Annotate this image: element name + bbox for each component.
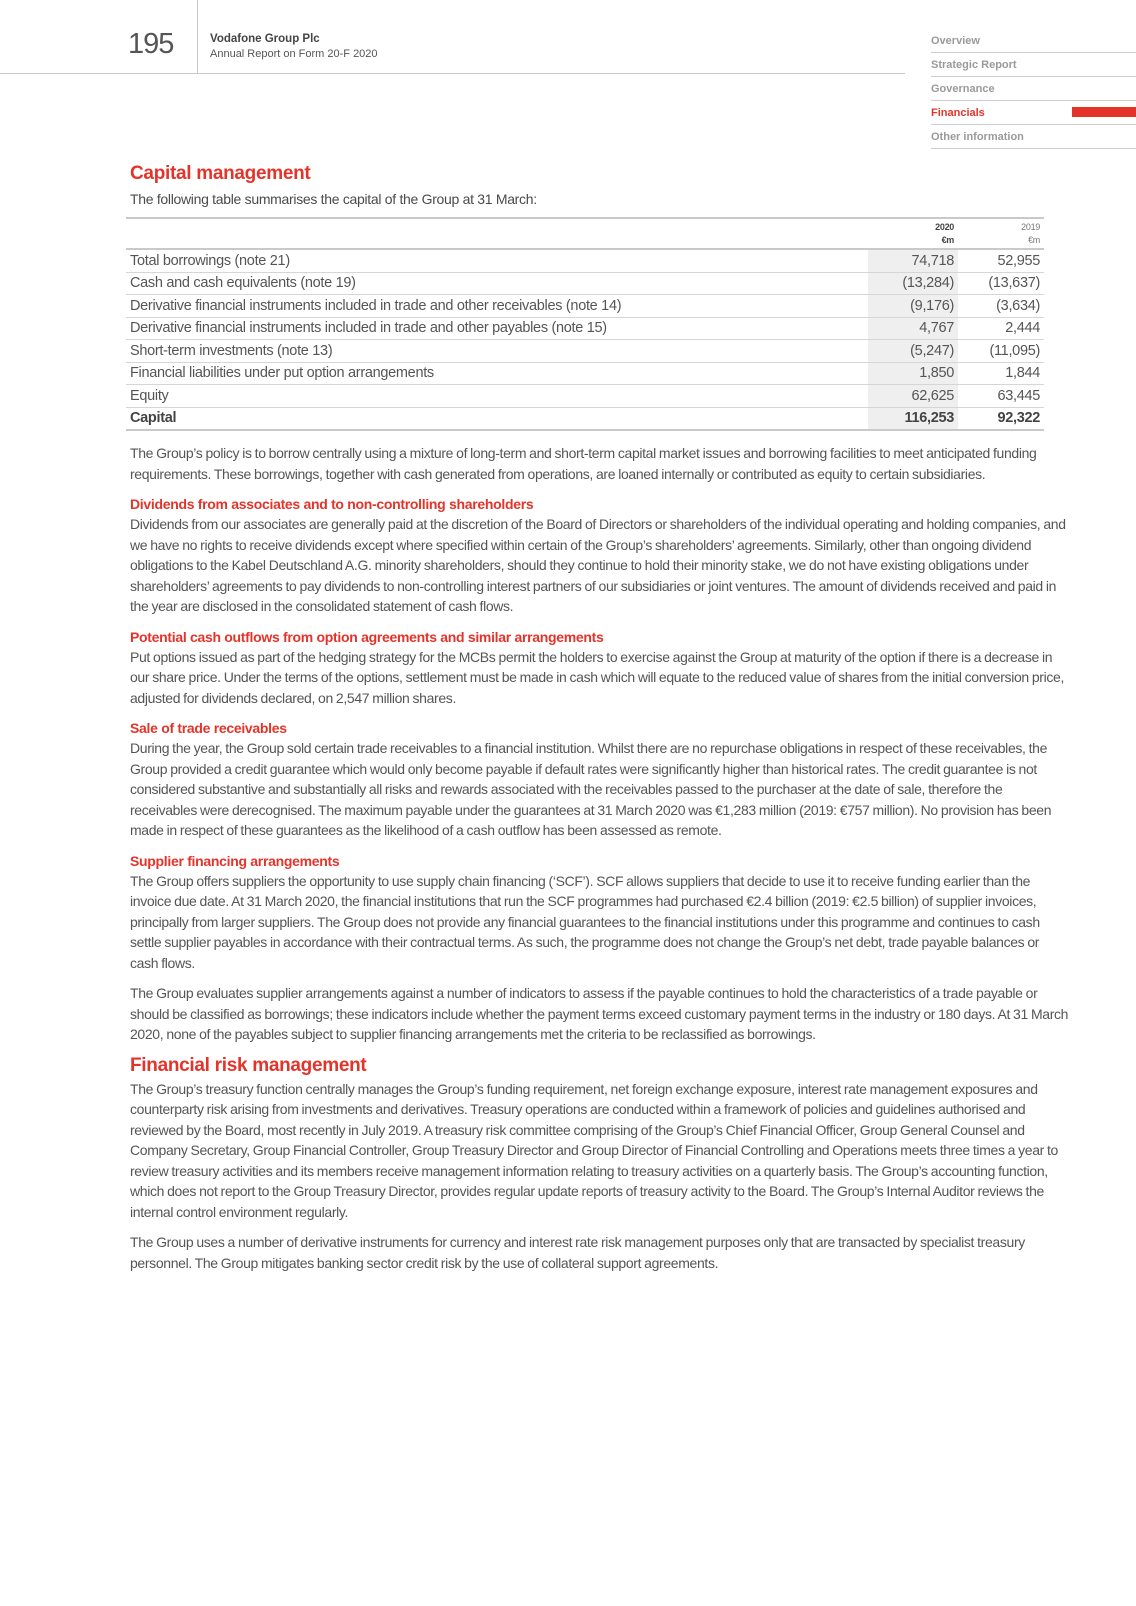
row-label: Financial liabilities under put option arrangements (126, 362, 868, 385)
table-header-row (126, 218, 1044, 249)
row-label: Short-term investments (note 13) (126, 340, 868, 363)
page-number: 195 (128, 28, 174, 60)
value-2019: (3,634) (958, 295, 1044, 318)
company-name: Vodafone Group Plc (210, 33, 320, 45)
row-label: Derivative financial instruments included in trade and other payables (note 15) (126, 317, 868, 340)
subsection (130, 718, 1070, 841)
subsection-heading: Supplier financing arrangements (130, 852, 340, 869)
value-2019: 52,955 (958, 249, 1044, 272)
subsection-heading: Sale of trade receivables (130, 720, 287, 736)
subsection-heading: Dividends from associates and to non-controlling shareholders (130, 496, 534, 512)
nav-item-label: Strategic Report (931, 59, 1017, 71)
subsection-paragraph: The Group offers suppliers the opportunity to use supply chain financing (‘SCF’). SCF allows suppliers that decide to use it to receive funding earlier than the invoice due date. At 31 March 2020, the financial institutions that run the SCF programmes had purchased €2.4 billion (2019: €2.5 billion) of supplier invoices, principally from larger suppliers. The Group does not provide any financial guarantees to the financial institutions under this programme and continues to cash settle supplier payables in accordance with their contractual terms. As such, the programme does not change the Group’s net debt, trade payable balances or cash flows. (130, 872, 1040, 971)
value-2020: 62,625 (868, 385, 958, 408)
value-2020: 4,767 (868, 317, 958, 340)
active-indicator (1072, 107, 1136, 117)
subsection-paragraph: Put options issued as part of the hedging strategy for the MCBs permit the holders to exercise against the Group at maturity of the option if there is a decrease in our share price. Under the terms of the options, settlement must be made in cash which will equate to the reduced value of shares from the initial conversion price, adjusted for dividends declared, on 2,547 million shares. (130, 648, 1065, 706)
value-2020: 1,850 (868, 362, 958, 385)
value-2019: 2,444 (958, 317, 1044, 340)
header-rule (0, 73, 905, 74)
nav-item-label: Financials (931, 107, 985, 119)
nav-item-governance[interactable] (931, 77, 1136, 101)
table-row (126, 272, 1044, 295)
subsection (130, 627, 1070, 709)
nav-item-strategic-report[interactable] (931, 53, 1136, 77)
row-label: Cash and cash equivalents (note 19) (126, 272, 868, 295)
table-intro: The following table summarises the capital of the Group at 31 March: (130, 191, 537, 207)
section-nav (931, 29, 1136, 149)
nav-item-overview[interactable] (931, 29, 1136, 53)
value-2020: 74,718 (868, 249, 958, 272)
section-title-financial-risk-management: Financial risk management (130, 1054, 367, 1076)
row-label: Derivative financial instruments included in trade and other receivables (note 14) (126, 295, 868, 318)
row-label: Equity (126, 385, 868, 408)
risk-paragraph: The Group uses a number of derivative instruments for currency and interest rate risk management purposes only that are transacted by specialist treasury personnel. The Group mitigates banking sector credit risk by the use of collateral support agreements. (130, 1234, 1025, 1271)
nav-item-label: Other information (931, 131, 1024, 143)
value-2019: (13,637) (958, 272, 1044, 295)
column-header-2020: 2020 €m (868, 218, 958, 249)
report-title: Annual Report on Form 20-F 2020 (210, 48, 378, 60)
nav-item-other-information[interactable] (931, 125, 1136, 149)
table-row (126, 249, 1044, 272)
table-row (126, 295, 1044, 318)
value-2020: (5,247) (868, 340, 958, 363)
header-label-cell (126, 218, 868, 249)
subsection-heading: Potential cash outflows from option agreements and similar arrangements (130, 628, 604, 645)
row-label: Total borrowings (note 21) (126, 249, 868, 272)
risk-paragraph: The Group’s treasury function centrally manages the Group’s funding requirement, net foreign exchange exposure, interest rate management exposures and counterparty risk arising from investments and derivatives. Treasury operations are conducted within a framework of policies and guidelines authorised and reviewed by the Board, most recently in July 2019. A treasury risk committee comprising of the Group’s Chief Financial Officer, Group General Counsel and Company Secretary, Group Financial Controller, Group Treasury Director and Group Director of Financial Controlling and Operations meets three times a year to review treasury activities and its members receive management information relating to treasury activities on a quarterly basis. The Group’s accounting function, which does not report to the Group Treasury Director, provides regular update reports of treasury activity to the Board. The Group’s Internal Auditor reviews the internal control environment regularly. (130, 1080, 1058, 1220)
table-row (126, 385, 1044, 408)
subsection (130, 851, 1070, 1045)
total-2020: 116,253 (868, 407, 958, 430)
table-row (126, 317, 1044, 340)
main-content (130, 163, 1070, 1273)
table-row (126, 340, 1044, 363)
value-2019: 1,844 (958, 362, 1044, 385)
nav-item-financials[interactable] (931, 101, 1136, 125)
value-2020: (9,176) (868, 295, 958, 318)
value-2019: (11,095) (958, 340, 1044, 363)
total-label: Capital (126, 407, 868, 430)
header-divider (197, 0, 198, 73)
section-title-capital-management: Capital management (130, 163, 311, 184)
table-row (126, 362, 1044, 385)
value-2019: 63,445 (958, 385, 1044, 408)
column-header-2019: 2019 €m (958, 218, 1044, 249)
table-total-row (126, 407, 1044, 430)
policy-paragraph: The Group’s policy is to borrow centrally using a mixture of long-term and short-term capital market issues and borrowing facilities to meet anticipated funding requirements. These borrowings, together with cash generated from operations, are loaned internally or contributed as equity to certain subsidiaries. (130, 445, 1037, 482)
subsection-paragraph: The Group evaluates supplier arrangements against a number of indicators to assess if the payable continues to hold the characteristics of a trade payable or should be classified as borrowings; these indicators include whether the payment terms exceed customary payment terms in the industry or 180 days. At 31 March 2020, none of the payables subject to supplier financing arrangements met the criteria to be reclassified as borrowings. (130, 985, 1069, 1042)
nav-item-label: Governance (931, 83, 995, 95)
capital-table (126, 217, 1044, 431)
value-2020: (13,284) (868, 272, 958, 295)
subsection-paragraph: During the year, the Group sold certain trade receivables to a financial institution. Whilst there are no repurchase obligations in respect of these receivables, the Group provided a credit guarantee which would only become payable if default rates were significantly higher than historical rates. The credit guarantee is not considered substantive and substantially all risks and rewards associated with the receivables passed to the purchaser at the date of sale, therefore the receivables were derecognised. The maximum payable under the guarantees at 31 March 2020 was €1,283 million (2019: €757 million). No provision has been made in respect of these guarantees as the likelihood of a cash outflow has been assessed as remote. (130, 740, 1052, 838)
subsection (130, 494, 1070, 617)
nav-item-label: Overview (931, 35, 980, 47)
total-2019: 92,322 (958, 407, 1044, 430)
subsection-paragraph: Dividends from our associates are generally paid at the discretion of the Board of Directors or shareholders of the individual operating and holding companies, and we have no rights to receive dividends except where specified within certain of the Group’s shareholders’ agreements. Similarly, other than ongoing dividend obligations to the Kabel Deutschland A.G. minority shareholders, should they continue to hold their minority stake, we do not have existing obligations under shareholders’ agreements to pay dividends to non-controlling interest partners of our subsidiaries or joint ventures. The amount of dividends received and paid in the year are disclosed in the consolidated statement of cash flows. (130, 516, 1066, 614)
